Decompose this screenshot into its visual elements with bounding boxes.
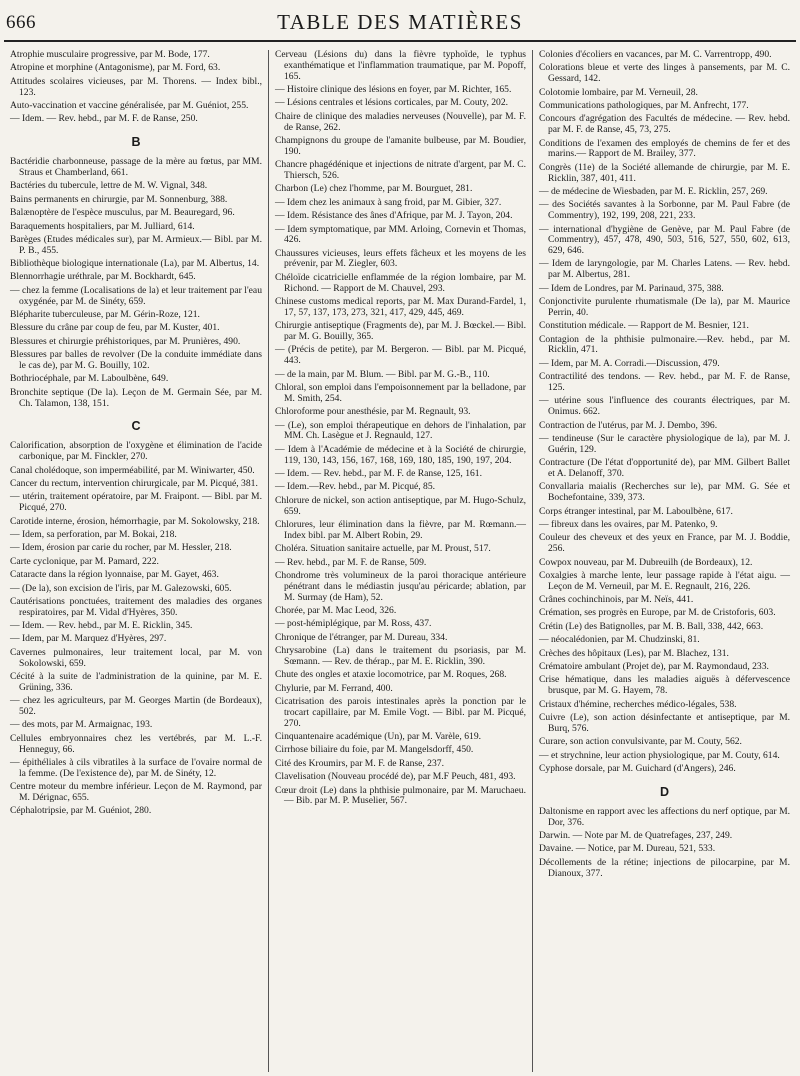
- index-entry: Chaire de clinique des maladies nerveuses (Nouvelle), par M. F. de Ranse, 262.: [275, 110, 526, 133]
- index-entry: — fibreux dans les ovaires, par M. Patenko, 9.: [539, 518, 718, 530]
- index-entry: Blépharite tuberculeuse, par M. Gérin-Roze, 121.: [10, 309, 200, 321]
- index-entry: — Idem à l'Académie de médecine et à la Société de chirurgie, 119, 130, 143, 156, 167, 168, 169, 180, 185, 190, 197, 204.: [275, 443, 526, 466]
- index-entry: — Idem, érosion par carie du rocher, par M. Hessler, 218.: [10, 542, 232, 554]
- index-entry: Carotide interne, érosion, hémorrhagie, par M. Sokolowsky, 218.: [10, 515, 260, 527]
- index-entry: Crânes cochinchinois, par M. Neïs, 441.: [539, 594, 694, 606]
- index-entry: Cœur droit (Le) dans la phthisie pulmonaire, par M. Maruchaeu. — Bib. par M. P. Muselier, 567.: [275, 784, 526, 807]
- index-entry: Attitudes scolaires vicieuses, par M. Thorens. — Index bibl., 123.: [10, 75, 262, 98]
- index-entry: Blessures et chirurgie préhistoriques, par M. Prunières, 490.: [10, 335, 241, 347]
- running-head-title: TABLE DES MATIÈRES: [277, 10, 523, 34]
- index-entry: — de la main, par M. Blum. — Bibl. par M. G.-B., 110.: [275, 368, 490, 380]
- index-entry: Couleur des cheveux et des yeux en France, par M. J. Boddie, 256.: [539, 532, 790, 555]
- index-entry: Colonies d'écoliers en vacances, par M. C. Varrentropp, 490.: [539, 50, 772, 60]
- index-entry: — des Sociétés savantes à la Sorbonne, par M. Paul Fabre (de Commentry), 192, 199, 208, 221, 233.: [539, 199, 790, 222]
- index-entry: Chirurgie antiseptique (Fragments de), par M. J. Bœckel.— Bibl. par M. G. Bouilly, 365.: [275, 320, 526, 343]
- index-entry: Calorification, absorption de l'oxygène et élimination de l'acide carbonique, par M. Finckler, 270.: [10, 440, 262, 463]
- index-entry: Canal cholédoque, son imperméabilité, par M. Winiwarter, 450.: [10, 464, 255, 476]
- index-entry: Cécité à la suite de l'administration de la quinine, par M. E. Grüning, 336.: [10, 671, 262, 693]
- index-entry: Baraquements hospitaliers, par M. Julliard, 614.: [10, 220, 195, 232]
- header-rule: [4, 40, 796, 42]
- index-entry: Bibliothèque biologique internationale (La), par M. Albertus, 14.: [10, 258, 260, 270]
- index-entry: Daltonisme en rapport avec les affections du nerf optique, par M. Dor, 376.: [539, 805, 790, 828]
- index-entry: — chez la femme (Localisations de la) et leur traitement par l'eau oxygénée, par M. de Sinéty, 659.: [10, 284, 262, 307]
- index-entry: Chaussures vicieuses, leurs effets fâcheux et les moyens de les prévenir, par M. Ziegler, 603.: [275, 247, 526, 270]
- index-entry: Balænoptère de l'espèce musculus, par M. Beauregard, 96.: [10, 207, 235, 219]
- index-entry: Crise hématique, dans les maladies aiguës à défervescence brusque, par M. G. Hayem, 78.: [539, 674, 790, 697]
- index-column-3: [532, 50, 796, 1072]
- index-entry: Auto-vaccination et vaccine généralisée, par M. Guéniot, 255.: [10, 99, 249, 111]
- index-column-1: [4, 50, 268, 1072]
- index-entry: — épithéliales à cils vibratiles à la surface de l'ovaire normal de la femme. (De l'existence de), par M. de Sinéty, 12.: [10, 757, 262, 779]
- index-entry: — des mots, par M. Armaignac, 193.: [10, 719, 153, 731]
- index-entry: — utérine sous l'influence des courants électriques, par M. Onimus. 662.: [539, 395, 790, 418]
- index-entry: Concours d'agrégation des Facultés de médecine. — Rev. hebd. par M. F. de Ranse, 45, 73, 275.: [539, 113, 790, 136]
- index-entry: Cavernes pulmonaires, leur traitement local, par M. von Sokolowski, 659.: [10, 646, 262, 669]
- index-entry: — Idem de laryngologie, par M. Charles Latens. — Rev. hebd. par M. Albertus, 281.: [539, 258, 790, 281]
- index-entry: — Idem, par M. A. Corradi.—Discussion, 479.: [539, 357, 720, 369]
- index-entry: Convallaria maialis (Recherches sur le), par MM. G. Sée et Bochefontaine, 339, 373.: [539, 481, 790, 504]
- page-header: [0, 0, 800, 40]
- index-entry: Contraction de l'utérus, par M. J. Dembo, 396.: [539, 419, 718, 431]
- index-entry: — néocalédonien, par M. Chudzinski, 81.: [539, 634, 700, 646]
- index-entry: — Idem. — Rev. hebd., par M. F. de Ranse, 125, 161.: [275, 467, 482, 479]
- index-entry: — Histoire clinique des lésions en foyer, par M. Richter, 165.: [275, 83, 512, 95]
- index-entry: Chute des ongles et ataxie locomotrice, par M. Roques, 268.: [275, 669, 507, 681]
- index-entry: Contagion de la phthisie pulmonaire.—Rev. hebd., par M. Ricklin, 471.: [539, 333, 790, 356]
- index-entry: Chlorure de nickel, son action antiseptique, par M. Hugo-Schulz, 659.: [275, 494, 526, 517]
- index-entry: — Idem, sa perforation, par M. Bokai, 218.: [10, 528, 177, 540]
- index-entry: Crèches des hôpitaux (Les), par M. Blachez, 131.: [539, 647, 729, 659]
- index-entry: Cinquantenaire académique (Un), par M. Varèle, 619.: [275, 731, 482, 743]
- index-entry: Curare, son action convulsivante, par M. Couty, 562.: [539, 736, 742, 748]
- index-entry: — (Précis de petite), par M. Bergeron. — Bibl. par M. Picqué, 443.: [275, 344, 526, 367]
- index-entry: Cautérisations ponctuées, traitement des maladies des organes respiratoires, par M. Vidal d'Hyères, 350.: [10, 595, 262, 618]
- index-entry: Bronchite septique (De la). Leçon de M. Germain Sée, par M. Ch. Talamon, 138, 151.: [10, 386, 262, 409]
- index-entry: Conjonctivite purulente rhumatismale (De la), par M. Maurice Perrin, 40.: [539, 296, 790, 318]
- section-letter-heading: C: [131, 419, 141, 434]
- index-entry: — Rev. hebd., par M. F. de Ranse, 509.: [275, 556, 427, 568]
- index-entry: Atrophie musculaire progressive, par M. Bode, 177.: [10, 50, 210, 60]
- index-entry: Chéloïde cicatricielle enflammée de la région lombaire, par M. Richond. — Rapport de M. Chauvel, 293.: [275, 271, 526, 294]
- index-entry: Centre moteur du membre inférieur. Leçon de M. Raymond, par M. Dérignac, 655.: [10, 781, 262, 803]
- index-entry: — de médecine de Wiesbaden, par M. E. Ricklin, 257, 269.: [539, 185, 768, 197]
- index-entry: Décollements de la rétine; injections de pilocarpine, par M. Dianoux, 377.: [539, 856, 790, 879]
- index-entry: Choléra. Situation sanitaire actuelle, par M. Proust, 517.: [275, 543, 491, 555]
- index-entry: Cuivre (Le), son action désinfectante et antiseptique, par M. Burq, 576.: [539, 712, 790, 734]
- index-entry: Chancre phagédénique et injections de nitrate d'argent, par M. C. Thiersch, 526.: [275, 159, 526, 181]
- index-entry: Cowpox nouveau, par M. Dubreuilh (de Bordeaux), 12.: [539, 556, 753, 568]
- index-entry: Blessures par balles de revolver (De la conduite immédiate dans le cas de), par M. G. Bouilly, 102.: [10, 349, 262, 372]
- index-entry: Bactéridie charbonneuse, passage de la mère au fœtus, par MM. Straus et Chamberland, 661.: [10, 156, 262, 178]
- index-entry: Conditions de l'examen des employés de chemins de fer et des marins.— Rapport de M. Brailey, 377.: [539, 137, 790, 160]
- index-entry: Chondrome très volumineux de la paroi thoracique antérieure pénétrant dans le médiastin jusqu'au péricarde; ablation, par M. Surmay (de Ham), 52.: [275, 569, 526, 603]
- index-entry: — Idem de Londres, par M. Parinaud, 375, 388.: [539, 282, 724, 294]
- index-entry: Blennorrhagie uréthrale, par M. Bockhardt, 645.: [10, 271, 196, 283]
- index-columns: [4, 50, 796, 1072]
- index-entry: Colotomie lombaire, par M. Verneuil, 28.: [539, 86, 698, 98]
- index-entry: Constitution médicale. — Rapport de M. Besnier, 121.: [539, 320, 749, 332]
- index-entry: — Lésions centrales et lésions corticales, par M. Couty, 202.: [275, 97, 509, 109]
- index-entry: Contracture (De l'état d'opportunité de), par MM. Gilbert Ballet et A. Delanoff, 370.: [539, 457, 790, 479]
- index-entry: — Idem.—Rev. hebd., par M. Picqué, 85.: [275, 481, 436, 493]
- index-entry: — international d'hygiène de Genève, par M. Paul Fabre (de Commentry), 457, 478, 490, 503, 516, 527, 550, 602, 613, 629, 646.: [539, 223, 790, 257]
- index-entry: Cerveau (Lésions du) dans la fièvre typhoïde, le typhus exanthématique et l'inflammation traumatique, par M. Popoff, 165.: [275, 50, 526, 82]
- index-entry: Cirrhose biliaire du foie, par M. Mangelsdorff, 450.: [275, 744, 474, 756]
- index-entry: Congrès (11e) de la Société allemande de chirurgie, par M. E. Ricklin, 387, 401, 411.: [539, 161, 790, 184]
- index-entry: Chloral, son emploi dans l'empoisonnement par la belladone, par M. Smith, 254.: [275, 382, 526, 404]
- index-entry: Cancer du rectum, intervention chirurgicale, par M. Picqué, 381.: [10, 477, 258, 489]
- index-entry: Crétin (Le) des Batignolles, par M. B. Ball, 338, 442, 663.: [539, 620, 764, 632]
- index-entry: — post-hémiplégique, par M. Ross, 437.: [275, 618, 432, 630]
- index-entry: — Idem symptomatique, par MM. Arloing, Cornevin et Thomas, 426.: [275, 223, 526, 246]
- index-entry: Cyphose dorsale, par M. Guichard (d'Angers), 246.: [539, 762, 736, 774]
- index-entry: — Idem. — Rev. hebd., par M. E. Ricklin, 345.: [10, 620, 193, 632]
- index-entry: Davaine. — Notice, par M. Dureau, 521, 533.: [539, 843, 716, 855]
- page-number: 666: [6, 12, 36, 33]
- index-entry: — Idem, par M. Marquez d'Hyères, 297.: [10, 633, 167, 645]
- section-letter-heading: D: [659, 784, 670, 799]
- index-entry: Céphalotripsie, par M. Guéniot, 280.: [10, 805, 152, 817]
- index-entry: Colorations bleue et verte des linges à pansements, par M. C. Gessard, 142.: [539, 62, 790, 85]
- index-entry: Carte cyclonique, par M. Pamard, 222.: [10, 555, 159, 567]
- index-entry: — Idem. — Rev. hebd., par M. F. de Ranse, 250.: [10, 113, 198, 125]
- index-entry: Chinese customs medical reports, par M. Max Durand-Fardel, 1, 17, 57, 137, 173, 273, 321, 417, 429, 445, 469.: [275, 296, 526, 318]
- index-entry: — tendineuse (Sur le caractère physiologique de la), par M. J. Guérin, 129.: [539, 432, 790, 455]
- index-entry: — utérin, traitement opératoire, par M. Fraipont. — Bibl. par M. Picqué, 270.: [10, 491, 262, 514]
- index-entry: Chloroforme pour anesthésie, par M. Regnault, 93.: [275, 406, 471, 418]
- index-entry: Blessure du crâne par coup de feu, par M. Kuster, 401.: [10, 322, 220, 334]
- index-entry: Barèges (Etudes médicales sur), par M. Armieux.— Bibl. par M. P. B., 455.: [10, 233, 262, 256]
- index-entry: Communications pathologiques, par M. Anfrecht, 177.: [539, 99, 749, 111]
- index-entry: Crémation, ses progrès en Europe, par M. de Cristoforis, 603.: [539, 607, 776, 619]
- index-entry: Clavelisation (Nouveau procédé de), par M.F Peuch, 481, 493.: [275, 771, 516, 783]
- index-entry: Cicatrisation des parois intestinales après la ponction par le trocart capillaire, par M. Emile Vogt. — Bibl. par M. Picqué, 270.: [275, 696, 526, 729]
- index-entry: — et strychnine, leur action physiologique, par M. Couty, 614.: [539, 749, 780, 761]
- index-entry: Bactéries du tubercule, lettre de M. W. Vignal, 348.: [10, 180, 208, 192]
- index-entry: Darwin. — Note par M. de Quatrefages, 237, 249.: [539, 829, 733, 841]
- index-entry: Bains permanents en chirurgie, par M. Sonnenburg, 388.: [10, 193, 228, 205]
- index-entry: Champignons du groupe de l'amanite bulbeuse, par M. Boudier, 190.: [275, 134, 526, 157]
- index-entry: Corps étranger intestinal, par M. Laboulbène, 617.: [539, 505, 733, 517]
- index-entry: Cité des Kroumirs, par M. F. de Ranse, 237.: [275, 757, 444, 769]
- index-entry: Chylurie, par M. Ferrand, 400.: [275, 682, 393, 694]
- index-entry: Coxalgies à marche lente, leur passage rapide à l'état aigu. — Leçon de M. Verneuil, par M. E. Regnault, 216, 226.: [539, 569, 790, 592]
- index-entry: — (De la), son excision de l'iris, par M. Galezowski, 605.: [10, 582, 232, 594]
- index-entry: Contractilité des tendons. — Rev. hebd., par M. F. de Ranse, 125.: [539, 371, 790, 394]
- index-entry: — (Le), son emploi thérapeutique en dehors de l'inhalation, par MM. Ch. Lasègue et J. Regnauld, 127.: [275, 419, 526, 442]
- index-entry: Chlorures, leur élimination dans la fièvre, par M. Rœmann.— Index bibl. par M. Albert Robin, 29.: [275, 518, 526, 541]
- index-column-2: [268, 50, 532, 1072]
- index-entry: Bothriocéphale, par M. Laboulbène, 649.: [10, 373, 169, 385]
- index-entry: Crématoire ambulant (Projet de), par M. Raymondaud, 233.: [539, 661, 769, 673]
- index-entry: Cataracte dans la région lyonnaise, par M. Gayet, 463.: [10, 569, 219, 581]
- index-entry: Cristaux d'hémine, recherches médico-légales, 538.: [539, 698, 737, 710]
- index-entry: Chorée, par M. Mac Leod, 326.: [275, 604, 397, 616]
- index-entry: Chrysarobine (La) dans le traitement du psoriasis, par M. Sœmann. — Rev. de thérap., par M. E. Ricklin, 390.: [275, 645, 526, 667]
- section-letter-heading: B: [131, 135, 141, 150]
- index-entry: — Idem chez les animaux à sang froid, par M. Gibier, 327.: [275, 196, 502, 208]
- index-entry: Charbon (Le) chez l'homme, par M. Bourguet, 281.: [275, 183, 473, 195]
- index-entry: — Idem. Résistance des ânes d'Afrique, par M. J. Tayon, 204.: [275, 210, 513, 222]
- index-entry: Atropine et morphine (Antagonisme), par M. Ford, 63.: [10, 62, 221, 74]
- index-entry: Chronique de l'étranger, par M. Dureau, 334.: [275, 631, 448, 643]
- index-entry: Cellules embryonnaires chez les vertébrés, par M. L.-F. Henneguy, 66.: [10, 732, 262, 755]
- index-entry: — chez les agriculteurs, par M. Georges Martin (de Bordeaux), 502.: [10, 695, 262, 718]
